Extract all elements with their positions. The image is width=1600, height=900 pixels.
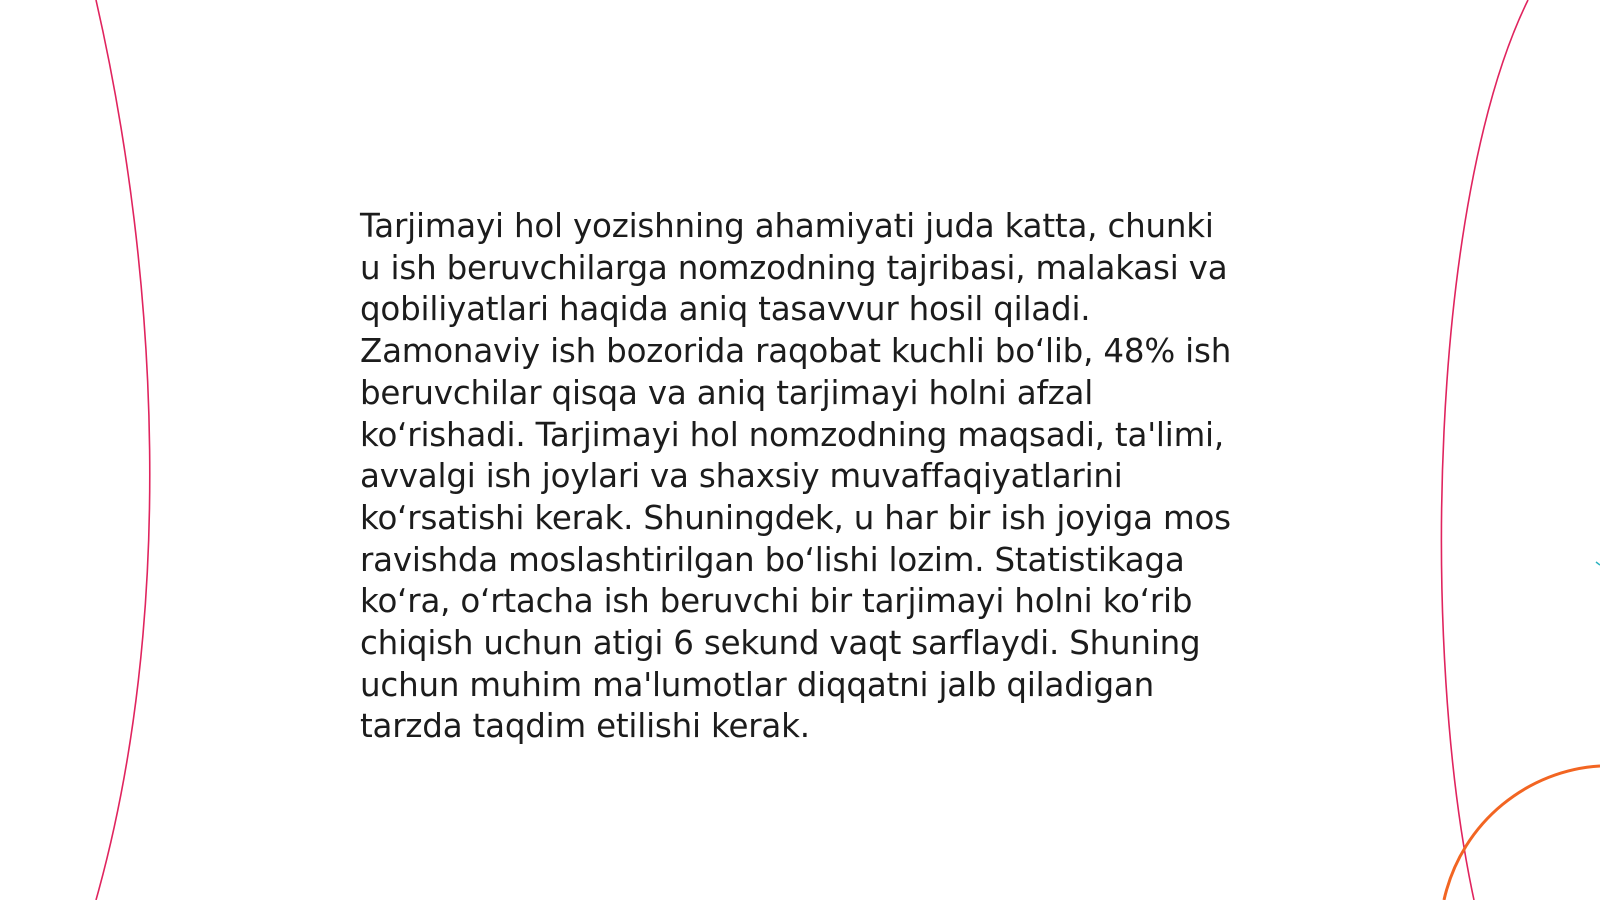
left-curve-line (96, 0, 150, 900)
orange-arc (1444, 766, 1600, 900)
right-curve-line (1441, 0, 1528, 900)
body-paragraph: Tarjimayi hol yozishning ahamiyati juda katta, chunki u ish beruvchilarga nomzodning tajribasi, malakasi va qobiliyatlari haqida aniq tasavvur hosil qiladi. Zamonaviy ish bozorida raqobat kuchli bo‘lib, 48% ish beruvchilar qisqa va aniq tarjimayi holni afzal ko‘rishadi. Tarjimayi hol nomzodning maqsadi, ta'limi, avvalgi ish joylari va shaxsiy muvaffaqiyatlarini ko‘rsatishi kerak. Shuningdek, u har bir ish joyiga mos ravishda moslashtirilgan bo‘lishi lozim. Statistikaga ko‘ra, o‘rtacha ish beruvchi bir tarjimayi holni ko‘rib chiqish uchun atigi 6 sekund vaqt sarflaydi. Shuning uchun muhim ma'lumotlar diqqatni jalb qiladigan tarzda taqdim etilishi kerak. (360, 207, 1232, 746)
teal-accent-mark (1596, 562, 1600, 565)
